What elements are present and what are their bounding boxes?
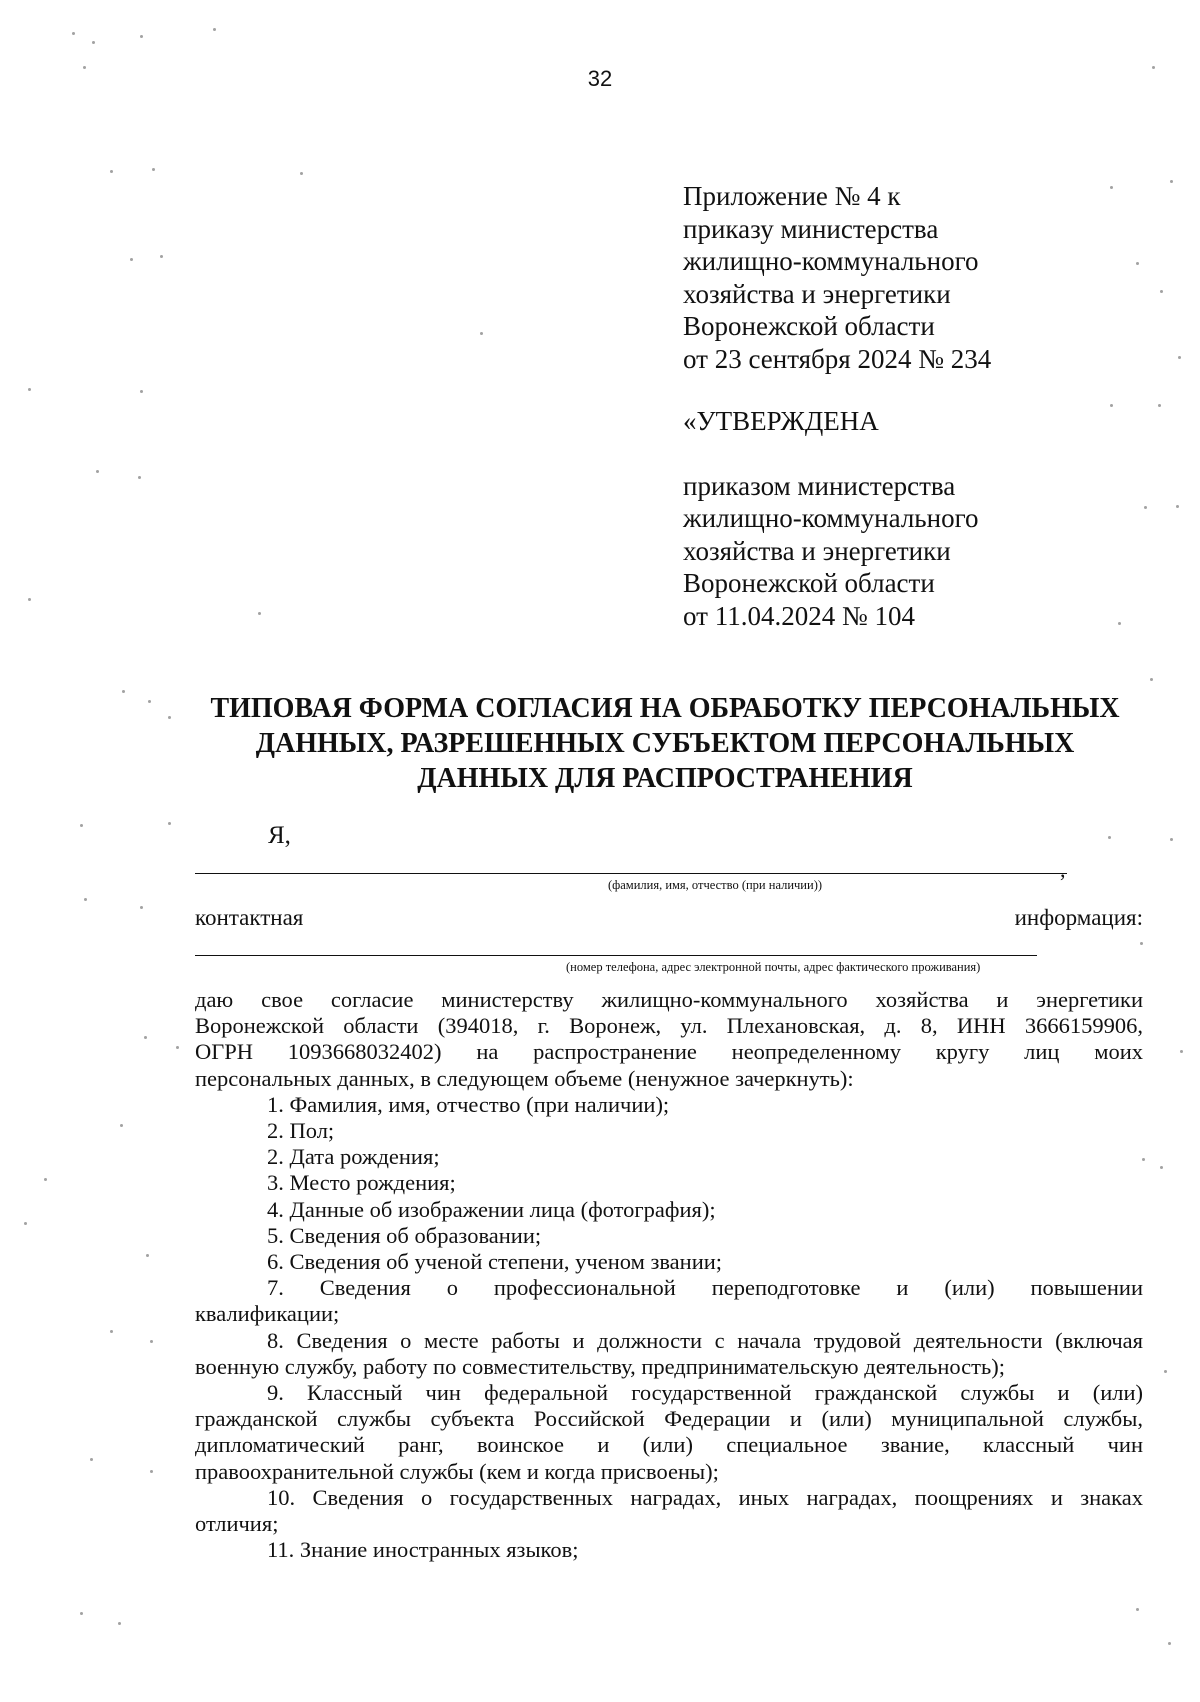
list-item: 2. Пол; (267, 1118, 335, 1144)
scan-speck (1142, 1158, 1145, 1161)
scan-speck (1144, 506, 1147, 509)
list-item: 8. Сведения о месте работы и должности с начала трудовой деятельности (включая (267, 1327, 1143, 1353)
scan-speck (140, 906, 143, 909)
scan-speck (1176, 505, 1179, 508)
list-item: 2. Дата рождения; (267, 1144, 440, 1170)
scan-speck (168, 822, 171, 825)
title-line: ДАННЫХ ДЛЯ РАСПРОСТРАНЕНИЯ (417, 763, 913, 794)
list-item-continuation: правоохранительной службы (кем и когда присвоены); (195, 1458, 719, 1484)
scan-speck (118, 1622, 121, 1625)
scan-speck (1118, 622, 1121, 625)
scan-speck (120, 1124, 123, 1127)
scan-speck (110, 1330, 113, 1333)
scan-speck (160, 255, 163, 258)
spacer (683, 438, 978, 470)
appendix-line: Приложение № 4 к (683, 181, 901, 211)
scan-speck (1110, 186, 1113, 189)
name-fill-line (195, 873, 1067, 874)
scan-speck (28, 598, 31, 601)
scan-speck (130, 258, 133, 261)
scan-speck (144, 1036, 147, 1039)
scan-speck (146, 1254, 149, 1257)
scan-speck (148, 700, 151, 703)
scan-speck (213, 28, 216, 31)
contact-label-left: контактная (195, 905, 304, 930)
list-item: 6. Сведения об ученой степени, ученом звании; (267, 1249, 723, 1275)
list-item: 10. Сведения о государственных наградах, иных наградах, поощрениях и знаках (267, 1484, 1143, 1510)
scan-speck (84, 898, 87, 901)
appendix-line: хозяйства и энергетики (683, 278, 951, 309)
scan-speck (1168, 1642, 1171, 1645)
scan-speck (96, 470, 99, 473)
list-item-continuation: дипломатический ранг, воинское и (или) специальное звание, классный чин (195, 1432, 1143, 1458)
list-item: 11. Знание иностранных языков; (267, 1537, 579, 1563)
contact-fill-line (195, 955, 1037, 956)
list-item-continuation: отличия; (195, 1511, 279, 1537)
consent-intro-line: ОГРН 1093668032402) на распространение неопределенному кругу лиц моих (195, 1039, 1143, 1065)
approved-line: от 11.04.2024 № 104 (683, 600, 915, 631)
list-item-continuation: квалификации; (195, 1301, 340, 1327)
scan-speck (44, 1178, 47, 1181)
consent-intro-line: Воронежской области (394018, г. Воронеж, ул. Плехановская, д. 8, ИНН 3666159906, (195, 1013, 1143, 1039)
consent-body (195, 987, 1143, 1563)
scan-speck (138, 476, 141, 479)
list-item: 7. Сведения о профессиональной переподготовке и (или) повышении (267, 1275, 1143, 1301)
scan-speck (150, 1470, 153, 1473)
ya-label: Я, (268, 822, 291, 849)
name-comma: , (1060, 857, 1066, 882)
scan-speck (176, 1046, 179, 1049)
scan-speck (80, 1612, 83, 1615)
list-item: 4. Данные об изображении лица (фотография); (267, 1196, 716, 1222)
scan-speck (480, 332, 483, 335)
approved-line: жилищно-коммунального (683, 503, 979, 533)
approved-heading: «УТВЕРЖДЕНА (683, 406, 879, 436)
scan-speck (152, 168, 155, 171)
scan-speck (140, 390, 143, 393)
list-item: 5. Сведения об образовании; (267, 1222, 542, 1248)
scan-speck (1164, 1370, 1167, 1373)
approved-line: приказом министерства (683, 470, 956, 501)
document-title (190, 691, 1140, 796)
scan-speck (1158, 404, 1161, 407)
scan-speck (1160, 290, 1163, 293)
scan-speck (1152, 66, 1155, 69)
scan-speck (1160, 1166, 1163, 1169)
scan-speck (168, 716, 171, 719)
scan-speck (110, 170, 113, 173)
scan-speck (28, 388, 31, 391)
contact-caption: (номер телефона, адрес электронной почты, адрес фактического проживания) (566, 960, 981, 974)
scan-speck (72, 32, 75, 35)
scan-speck (1170, 838, 1173, 841)
name-caption: (фамилия, имя, отчество (при наличии)) (608, 878, 823, 892)
consent-intro-line: персональных данных, в следующем объеме (ненужное зачеркнуть): (195, 1065, 854, 1091)
scan-speck (1136, 1608, 1139, 1611)
list-item-continuation: военную службу, работу по совместительству, предпринимательскую деятельность); (195, 1353, 1006, 1379)
title-line: ДАННЫХ, РАЗРЕШЕННЫХ СУБЪЕКТОМ ПЕРСОНАЛЬНЫХ (255, 728, 1075, 759)
scan-speck (1178, 356, 1181, 359)
scan-speck (1110, 404, 1113, 407)
approved-line: Воронежской области (683, 568, 935, 598)
consent-intro-line: даю свое согласие министерству жилищно-коммунального хозяйства и энергетики (195, 987, 1143, 1012)
scan-speck (1170, 180, 1173, 183)
scan-speck (1140, 942, 1143, 945)
list-item-continuation: гражданской службы субъекта Российской Федерации и (или) муниципальной службы, (195, 1406, 1143, 1432)
appendix-line: от 23 сентября 2024 № 234 (683, 343, 992, 374)
scan-speck (83, 66, 86, 69)
appendix-header (683, 180, 991, 375)
scan-speck (1150, 678, 1153, 681)
scan-speck (24, 1222, 27, 1225)
list-item: 3. Место рождения; (267, 1170, 456, 1196)
page-number: 32 (587, 66, 613, 91)
list-item: 1. Фамилия, имя, отчество (при наличии); (267, 1091, 670, 1117)
scan-speck (1136, 262, 1139, 265)
scan-speck (258, 612, 261, 615)
scan-speck (80, 824, 83, 827)
scan-speck (1180, 1050, 1183, 1053)
list-item: 9. Классный чин федеральной государственной гражданской службы и (или) (267, 1380, 1143, 1406)
appendix-line: Воронежской области (683, 311, 935, 341)
scan-speck (90, 1458, 93, 1461)
approved-block (683, 405, 978, 632)
scan-speck (140, 35, 143, 38)
title-line: ТИПОВАЯ ФОРМА СОГЛАСИЯ НА ОБРАБОТКУ ПЕРСОНАЛЬНЫХ (210, 693, 1120, 724)
scan-speck (1108, 836, 1111, 839)
scan-speck (122, 690, 125, 693)
scan-speck (150, 1340, 153, 1343)
appendix-line: приказу министерства (683, 213, 939, 244)
approved-line: хозяйства и энергетики (683, 535, 951, 566)
contact-label-right: информация: (1014, 905, 1143, 930)
scan-speck (300, 172, 303, 175)
appendix-line: жилищно-коммунального (683, 246, 979, 276)
scan-speck (92, 41, 95, 44)
